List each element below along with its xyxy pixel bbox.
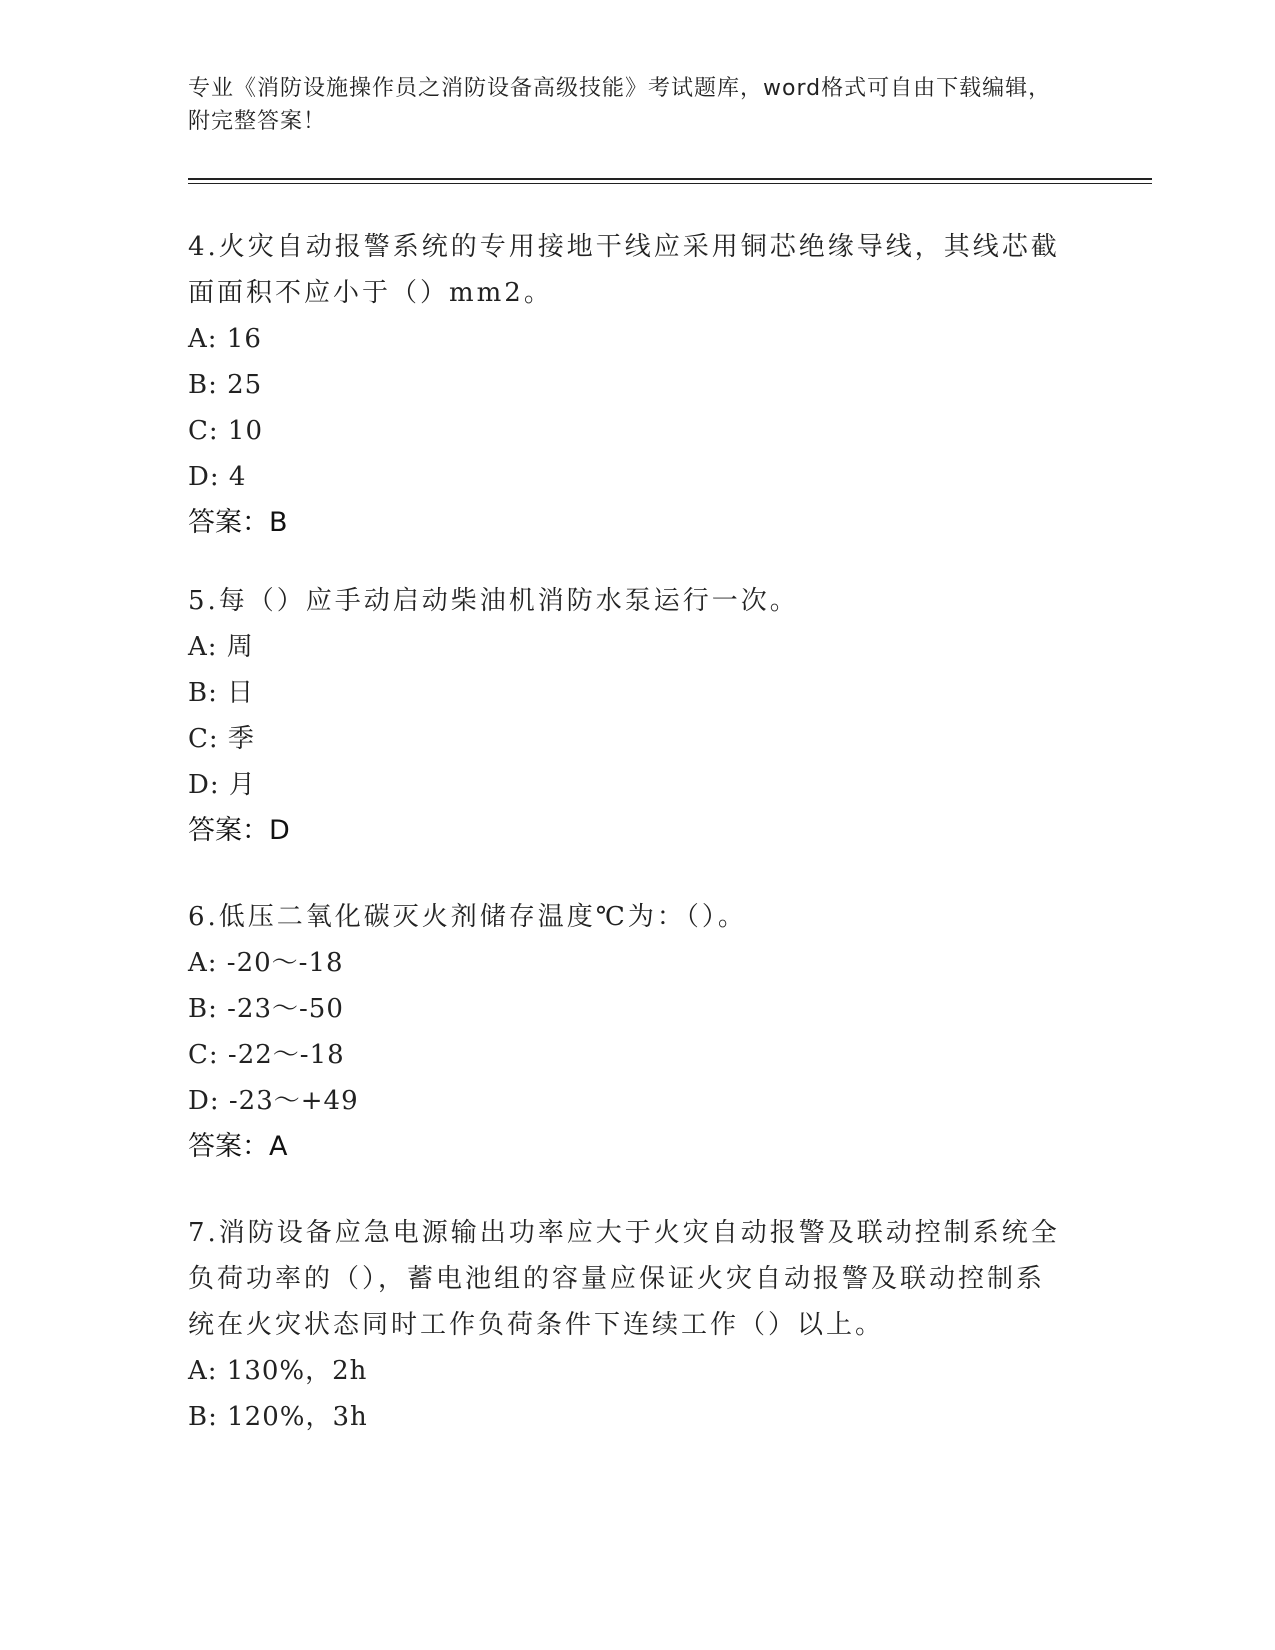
question-stem: 4.火灾自动报警系统的专用接地干线应采用铜芯绝缘导线，其线芯截面面积不应小于（）mm2。 [188, 232, 1060, 308]
answer-line: 答案：A [188, 1131, 288, 1162]
option-b: B: 日 [188, 678, 255, 708]
option-b: B: 120%，3h [188, 1402, 368, 1432]
question-7 [188, 1210, 1068, 1440]
option-a: A: 周 [188, 632, 254, 662]
option-a: A: -20～-18 [188, 948, 344, 978]
header-title: 专业《消防设施操作员之消防设备高级技能》考试题库，word格式可自由下载编辑，附完整答案！ [188, 76, 1052, 134]
question-4 [188, 224, 1068, 546]
page-header [188, 72, 1068, 138]
question-5 [188, 578, 1068, 854]
question-stem: 5.每（）应手动启动柴油机消防水泵运行一次。 [188, 586, 799, 616]
question-6 [188, 894, 1068, 1170]
option-d: D: 月 [188, 770, 256, 800]
option-c: C: 季 [188, 724, 255, 754]
option-c: C: 10 [188, 416, 264, 446]
header-rule-thin [188, 183, 1152, 184]
question-stem: 7.消防设备应急电源输出功率应大于火灾自动报警及联动控制系统全负荷功率的（），蓄电池组的容量应保证火灾自动报警及联动控制系统在火灾状态同时工作负荷条件下连续工作（）以上。 [188, 1218, 1060, 1340]
answer-line: 答案：B [188, 507, 288, 538]
option-a: A: 16 [188, 324, 262, 354]
header-rule-thick [188, 178, 1152, 180]
option-c: C: -22～-18 [188, 1040, 345, 1070]
answer-line: 答案：D [188, 815, 290, 846]
option-a: A: 130%，2h [188, 1356, 368, 1386]
option-d: D: 4 [188, 462, 247, 492]
option-d: D: -23～+49 [188, 1086, 359, 1116]
option-b: B: 25 [188, 370, 263, 400]
question-stem: 6.低压二氧化碳灭火剂储存温度℃为：（）。 [188, 902, 747, 932]
option-b: B: -23～-50 [188, 994, 344, 1024]
